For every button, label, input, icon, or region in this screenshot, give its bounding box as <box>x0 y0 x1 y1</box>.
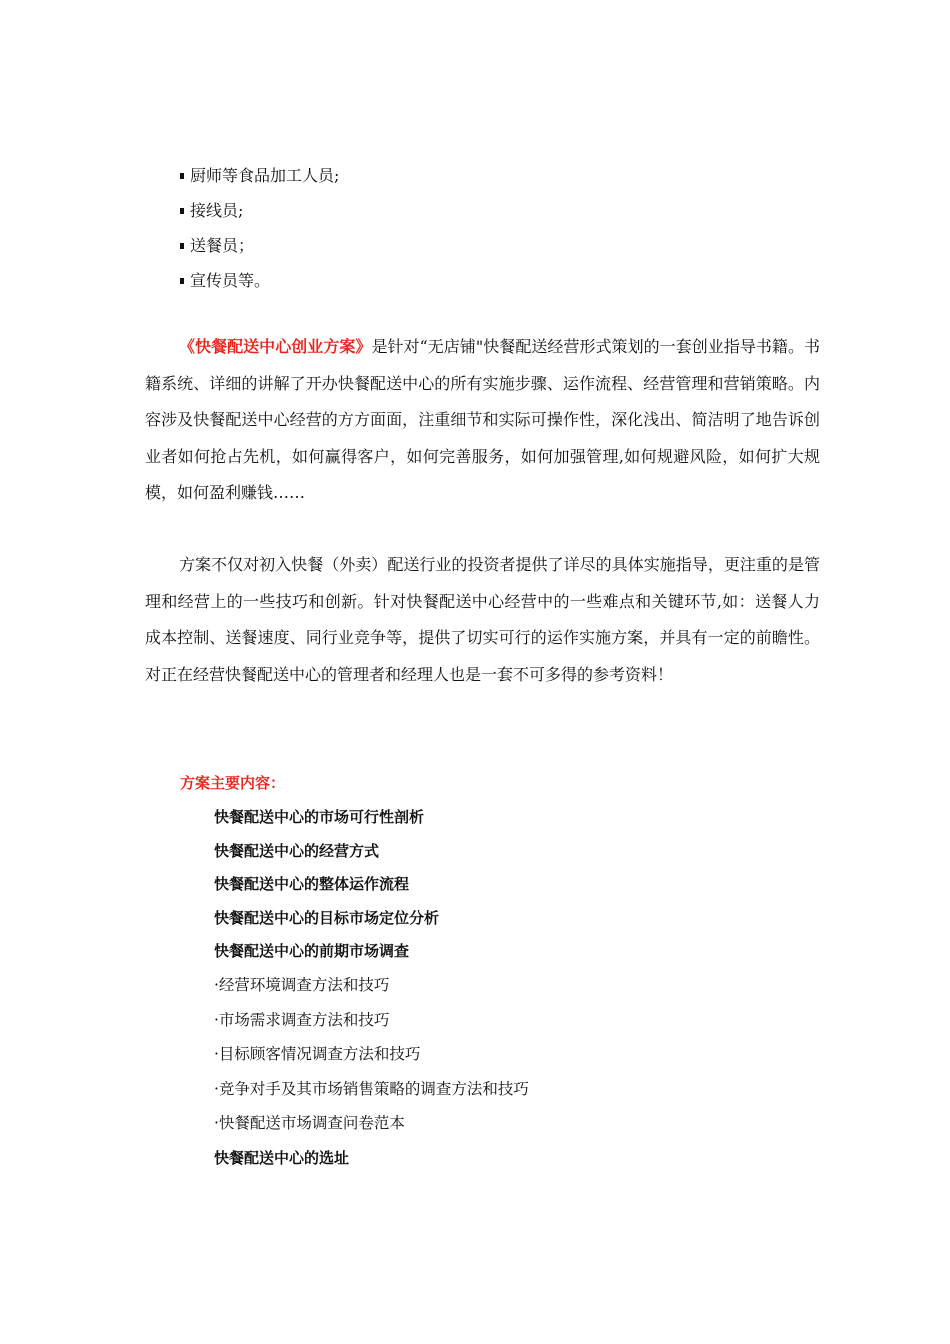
contents-item: 快餐配送中心的选址 <box>214 1148 350 1167</box>
bullet-text: 送餐员； <box>190 235 255 255</box>
contents-heading: 方案主要内容： <box>180 774 286 792</box>
bullet-text: 宣传员等。 <box>190 270 271 290</box>
description-paragraph <box>145 547 820 693</box>
contents-item: 快餐配送中心的经营方式 <box>214 841 380 860</box>
book-title: 《快餐配送中心创业方案》 <box>179 337 372 356</box>
contents-subitem: ·市场需求调查方法和技巧 <box>214 1010 390 1029</box>
contents-item: 快餐配送中心的整体运作流程 <box>214 875 410 894</box>
bullet-item <box>180 228 339 263</box>
contents-subitem: ·目标顾客情况调查方法和技巧 <box>214 1045 421 1064</box>
contents-item: 快餐配送中心的前期市场调查 <box>214 942 410 961</box>
bullet-text: 厨师等食品加工人员; <box>190 165 340 185</box>
contents-item: 快餐配送中心的市场可行性剖析 <box>214 808 425 826</box>
square-bullet-icon <box>180 208 184 214</box>
contents-subitem: ·经营环境调查方法和技巧 <box>214 975 390 994</box>
bullet-item <box>180 263 339 298</box>
bullet-item <box>180 193 339 228</box>
intro-paragraph <box>145 329 820 512</box>
bullet-text: 接线员; <box>190 200 244 220</box>
contents-item: 快餐配送中心的目标市场定位分析 <box>214 908 440 927</box>
contents-list <box>214 804 529 1179</box>
square-bullet-icon <box>180 243 184 249</box>
intro-text: 是针对“无店铺"快餐配送经营形式策划的一套创业指导书籍。书籍系统、详细的讲解了开办快餐配送中心的所有实施步骤、运作流程、经营管理和营销策略。内容涉及快餐配送中心经营的方方面面，注重细节和实际可操作性，深化浅出、简洁明了地告诉创业者如何抢占先机，如何赢得客户，如何完善服务，如何加强管理,如何规避风险，如何扩大规模，如何盈利赚钱…… <box>145 337 820 502</box>
staff-bullet-list <box>180 158 339 298</box>
description-text: 方案不仅对初入快餐（外卖）配送行业的投资者提供了详尽的具体实施指导，更注重的是管理和经营上的一些技巧和创新。针对快餐配送中心经营中的一些难点和关键环节,如：送餐人力成本控制、送餐速度、同行业竞争等，提供了切实可行的运作实施方案，并具有一定的前瞻性。对正在经营快餐配送中心的管理者和经理人也是一套不可多得的参考资料！ <box>145 555 820 684</box>
bullet-item <box>180 158 339 193</box>
square-bullet-icon <box>180 278 184 284</box>
contents-subitem: ·竞争对手及其市场销售策略的调查方法和技巧 <box>214 1079 529 1098</box>
contents-subitem: ·快餐配送市场调查问卷范本 <box>214 1114 405 1133</box>
square-bullet-icon <box>180 173 184 179</box>
